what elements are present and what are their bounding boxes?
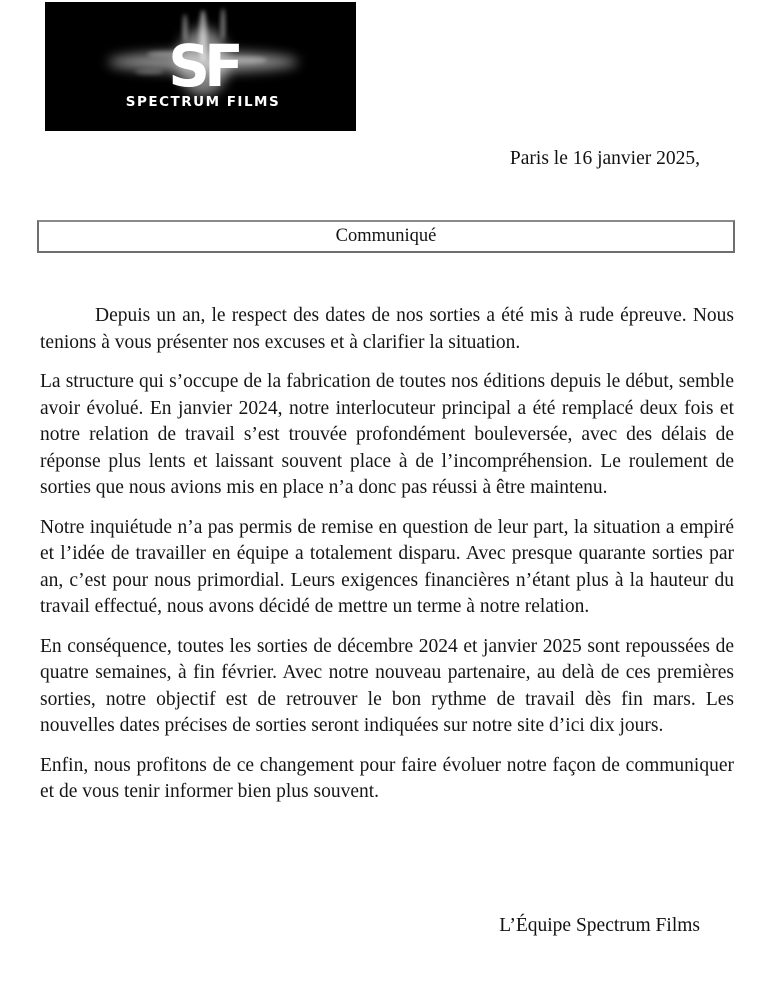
communique-title: Communiqué bbox=[335, 226, 437, 246]
paragraph-consequence: En conséquence, toutes les sorties de décembre 2024 et janvier 2025 sont repoussées de quatre semaines, à fin février. Avec notre nouveau partenaire, au delà de ces premières sorties, notre objectif est de retrouver le bon rythme de travail dès fin mars. Les nouvelles dates précises de sorties seront indiquées sur notre site d’ici dix jours. bbox=[40, 635, 734, 736]
paragraph-intro: Depuis un an, le respect des dates de nos sorties a été mis à rude épreuve. Nous tenions à vous présenter nos excuses et à clarifier la situation. bbox=[40, 305, 734, 353]
paragraph-inquietude: Notre inquiétude n’a pas permis de remise en question de leur part, la situation a empiré et l’idée de travailler en équipe a totalement disparu. Avec presque quarante sorties par an, c’est pour nous primordial. Leurs exigences financières n’étant plus à la hauteur du travail effectué, nous avons décidé de mettre un terme à notre relation. bbox=[40, 516, 734, 617]
date-line: Paris le 16 janvier 2025, bbox=[509, 148, 700, 169]
logo-company-name: SPECTRUM FILMS bbox=[125, 94, 281, 110]
paragraph-conclusion: Enfin, nous profitons de ce changement pour faire évoluer notre façon de communiquer et de vous tenir informer bien plus souvent. bbox=[40, 754, 734, 802]
signature: L’Équipe Spectrum Films bbox=[499, 915, 700, 936]
paragraph-structure: La structure qui s’occupe de la fabrication de toutes nos éditions depuis le début, semble avoir évolué. En janvier 2024, notre interlocuteur principal a été remplacé deux fois et notre relation de travail s’est trouvée profondément bouleversée, avec des délais de réponse plus lents et laissant souvent place à de l’incompréhension. Le roulement de sorties que nous avions mis en place n’a donc pas réussi à être maintenu. bbox=[40, 371, 734, 498]
communique-title-box bbox=[37, 220, 735, 253]
logo-artwork bbox=[45, 2, 356, 131]
letter-body bbox=[40, 303, 734, 819]
logo-sf-monogram: SF bbox=[168, 32, 238, 100]
spectrum-films-logo bbox=[45, 2, 356, 131]
